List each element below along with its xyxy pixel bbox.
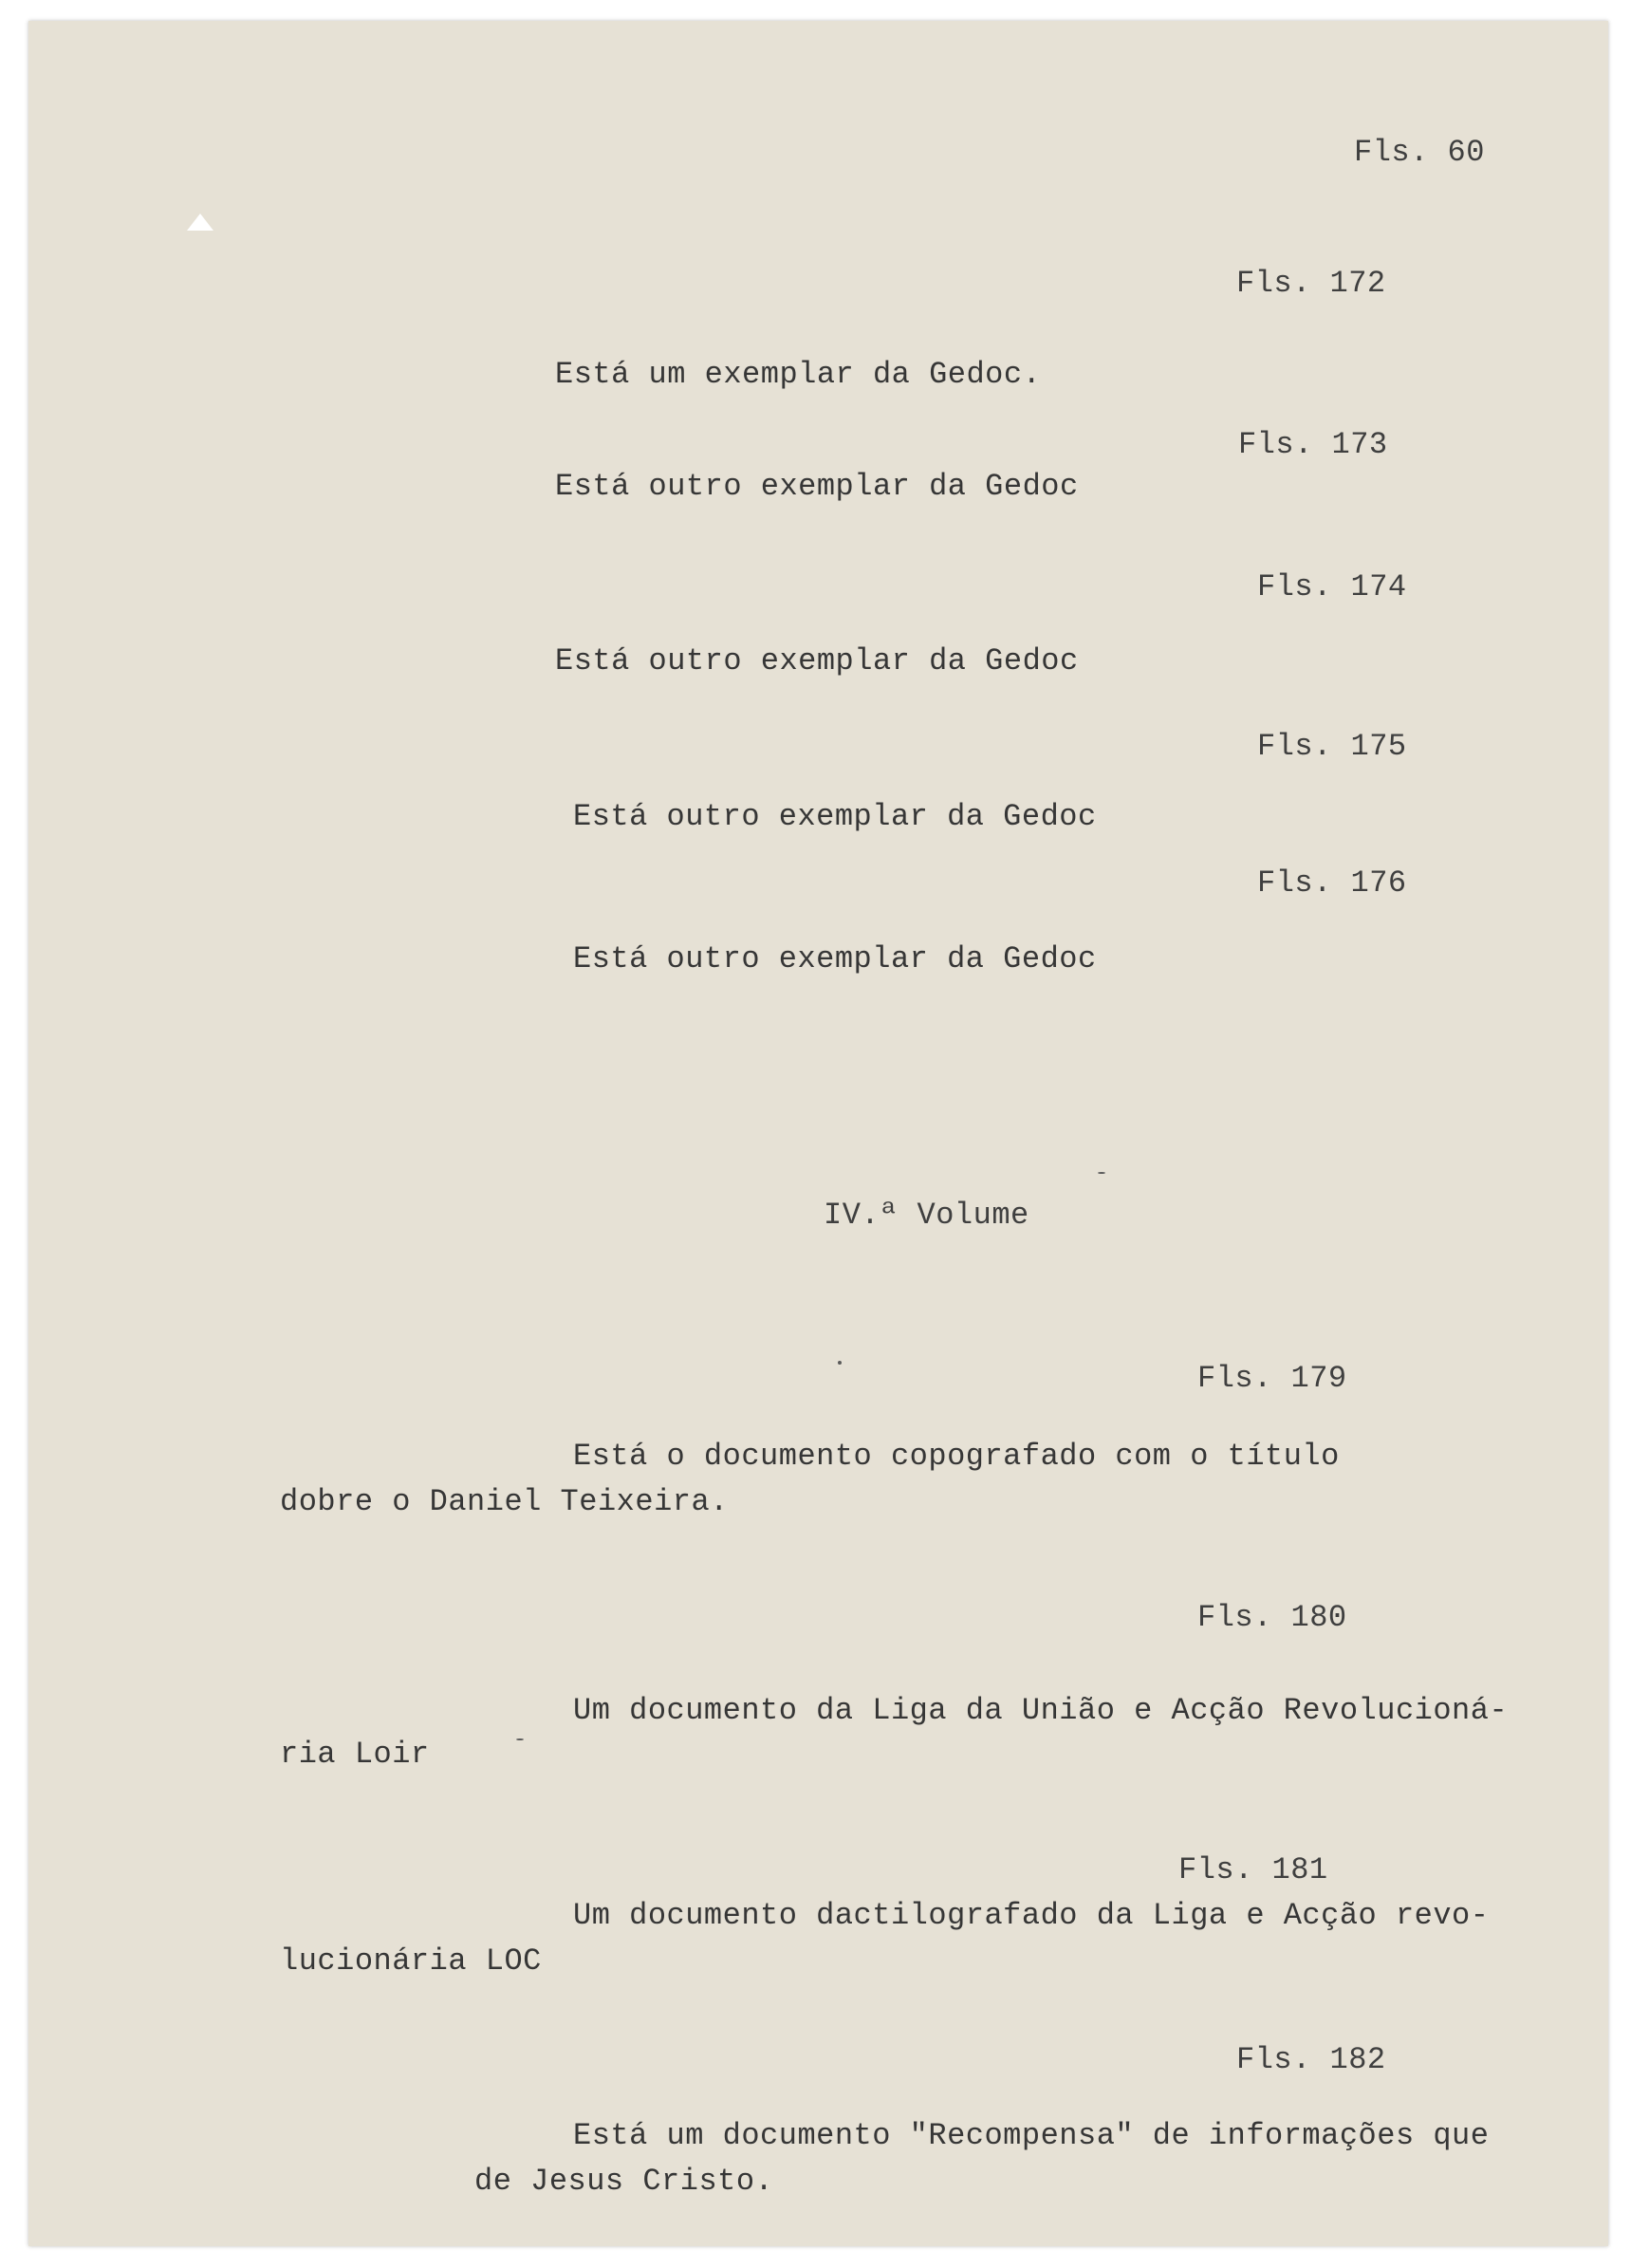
page-number: Fls. 60: [1354, 135, 1485, 170]
entry-text: Está outro exemplar da Gedoc: [555, 643, 1079, 679]
folio-heading: Fls. 176: [1257, 865, 1407, 901]
folio-heading: Fls. 180: [1197, 1600, 1347, 1635]
entry-text: Está outro exemplar da Gedoc: [573, 941, 1097, 976]
entry-text: Um documento dactilografado da Liga e Acção revo-: [573, 1898, 1490, 1933]
folio-heading: Fls. 182: [1236, 2042, 1386, 2077]
folio-heading: Fls. 179: [1197, 1361, 1347, 1396]
entry-text: Está o documento copografado com o título: [573, 1439, 1340, 1474]
paper-speck: [1098, 1172, 1105, 1174]
folio-heading: Fls. 174: [1257, 569, 1407, 604]
entry-text: Está um exemplar da Gedoc.: [555, 357, 1042, 392]
folio-heading: Fls. 173: [1238, 427, 1388, 462]
volume-heading: IV.ª Volume: [824, 1198, 1029, 1233]
entry-text: Está um documento "Recompensa" de informações que: [573, 2118, 1490, 2153]
entry-text: dobre o Daniel Teixeira.: [280, 1484, 729, 1519]
entry-text: Está outro exemplar da Gedoc: [555, 469, 1079, 504]
entry-text: Um documento da Liga da União e Acção Revolucioná-: [573, 1693, 1509, 1728]
paper-tear-mark: [187, 214, 213, 231]
folio-heading: Fls. 175: [1257, 729, 1407, 764]
entry-text: de Jesus Cristo.: [474, 2164, 774, 2199]
entry-text: ria Loir: [280, 1737, 430, 1772]
folio-heading: Fls. 172: [1236, 266, 1386, 301]
folio-heading: Fls. 181: [1178, 1852, 1328, 1887]
entry-text: lucionária LOC: [280, 1943, 542, 1979]
paper-speck: [838, 1361, 842, 1365]
document-page: [28, 21, 1608, 2246]
entry-text: Está outro exemplar da Gedoc: [573, 799, 1097, 834]
paper-speck: [516, 1738, 524, 1740]
